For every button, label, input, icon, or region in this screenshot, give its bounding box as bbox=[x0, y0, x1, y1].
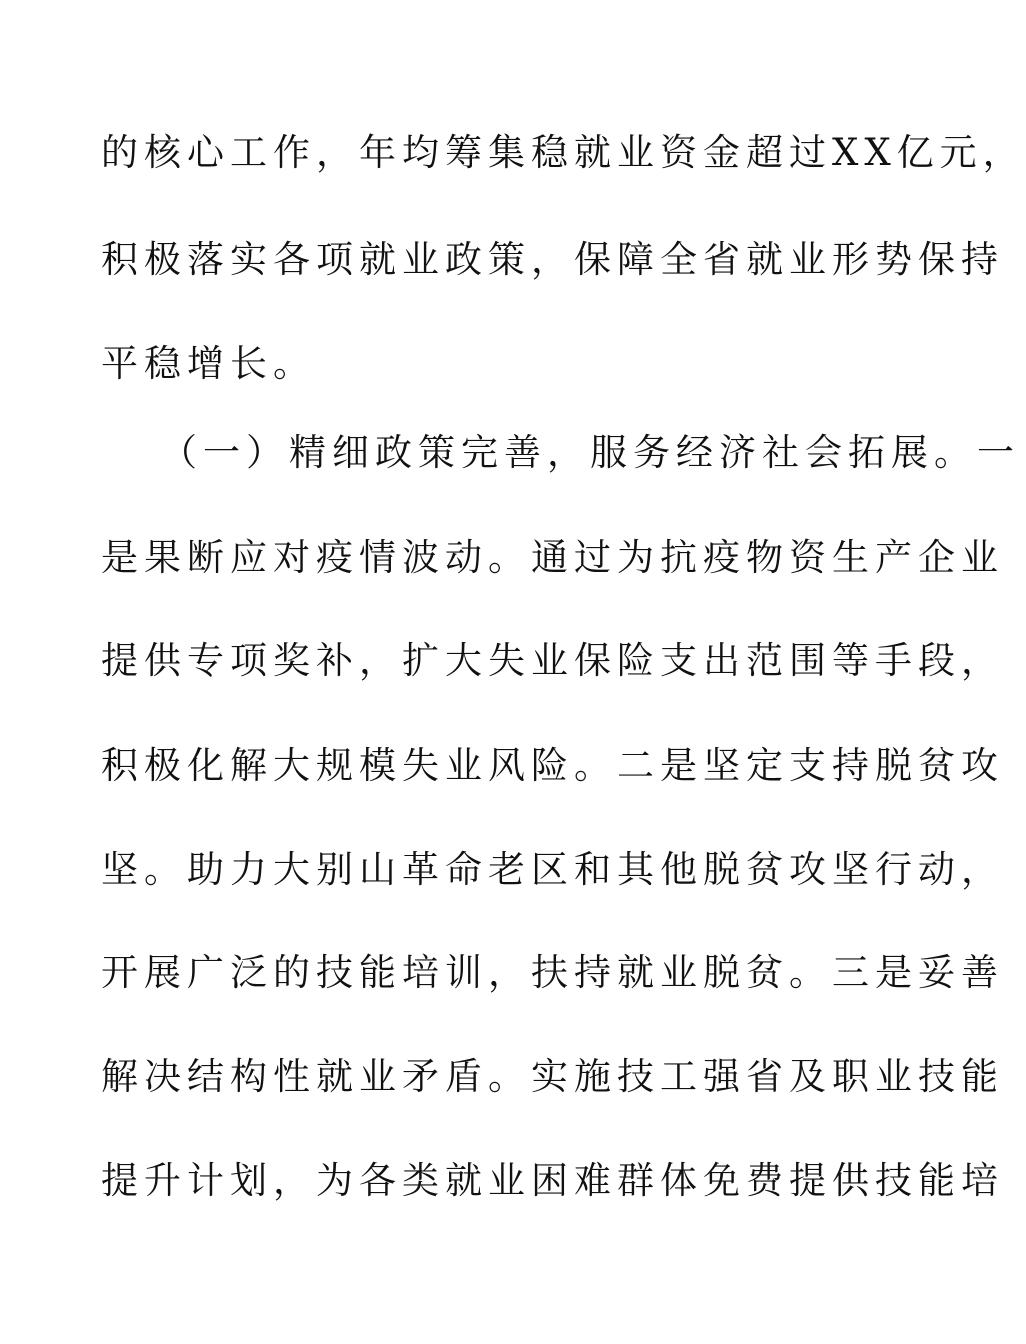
text-line-5: 是果断应对疫情波动。通过为抗疫物资生产企业 bbox=[101, 536, 1004, 579]
text-line-1: 的核心工作，年均筹集稳就业资金超过XX亿元， bbox=[101, 131, 1026, 174]
text-line-3: 平稳增长。 bbox=[101, 342, 316, 385]
text-line-8: 坚。助力大别山革命老区和其他脱贫攻坚行动， bbox=[101, 848, 1004, 891]
text-line-11: 提升计划，为各类就业困难群体免费提供技能培 bbox=[101, 1159, 1004, 1202]
text-line-10: 解决结构性就业矛盾。实施技工强省及职业技能 bbox=[101, 1055, 1004, 1098]
text-line-9: 开展广泛的技能培训，扶持就业脱贫。三是妥善 bbox=[101, 951, 1004, 994]
paragraph-heading-line: （一）精细政策完善，服务经济社会拓展。一 bbox=[160, 431, 1020, 474]
text-line-6: 提供专项奖补，扩大失业保险支出范围等手段， bbox=[101, 639, 1004, 682]
text-line-7: 积极化解大规模失业风险。二是坚定支持脱贫攻 bbox=[101, 744, 1004, 787]
text-line-2: 积极落实各项就业政策，保障全省就业形势保持 bbox=[101, 238, 1004, 281]
